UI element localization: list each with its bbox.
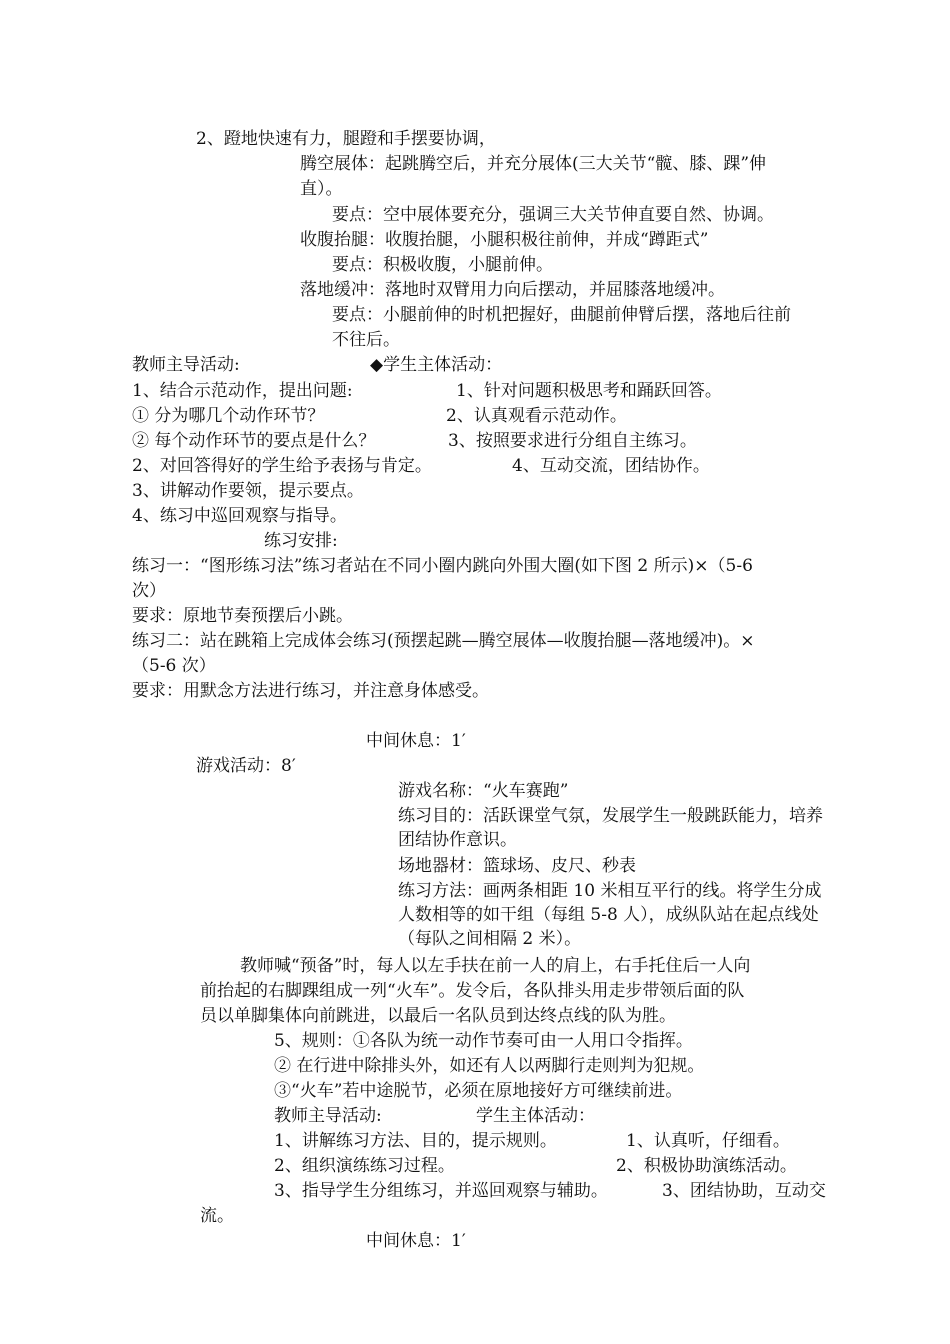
teng-kong-line-2: 直）。 — [300, 179, 343, 199]
teacher-item: 3、讲解动作要领，提示要点。 — [132, 481, 364, 501]
student-item: 1、针对问题积极思考和踊跃回答。 — [456, 381, 722, 401]
game-description: 教师喊“预备”时，每人以左手扶在前一人的肩上，右手托住后一人向 — [240, 956, 751, 976]
kick-line: 2、蹬地快速有力，腿蹬和手摆要协调， — [196, 129, 496, 149]
game-description-cont: 前抬起的右脚踝组成一列“火车”。发令后，各队排头用走步带领后面的队 — [200, 981, 745, 1001]
luo-di-point-2: 不往后。 — [332, 330, 400, 350]
luo-di-line: 落地缓冲：落地时双臂用力向后摆动，并屈膝落地缓冲。 — [300, 280, 725, 300]
exercise-two-cont: （5-6 次） — [132, 656, 216, 676]
exercise-one: 练习一：“图形练习法”练习者站在不同小圈内跳向外围大圈(如下图 2 所示)×（5-6 — [132, 556, 753, 576]
teacher-activities-heading: 教师主导活动: — [274, 1106, 382, 1126]
teng-kong-point: 要点：空中展体要充分，强调三大关节伸直要自然、协调。 — [332, 205, 774, 225]
student-item: 4、互动交流，团结协作。 — [512, 456, 710, 476]
teacher-item: 3、指导学生分组练习，并巡回观察与辅助。 — [274, 1181, 608, 1201]
teacher-item: 2、对回答得好的学生给予表扬与肯定。 — [132, 456, 432, 476]
teacher-item: ① 分为哪几个动作环节？ — [132, 406, 325, 426]
student-activities-heading: ◆学生主体活动： — [370, 355, 503, 375]
student-item: 3、团结协助，互动交 — [662, 1181, 826, 1201]
student-item: 2、认真观看示范动作。 — [446, 406, 627, 426]
game-title: 游戏活动：8′ — [196, 756, 296, 776]
student-activities-heading: 学生主体活动： — [476, 1106, 595, 1126]
shou-fu-point: 要点：积极收腹，小腿前伸。 — [332, 255, 553, 275]
student-item: 2、积极协助演练活动。 — [616, 1156, 797, 1176]
game-purpose: 练习目的：活跃课堂气氛，发展学生一般跳跃能力，培养团结协作意识。 — [398, 806, 823, 850]
student-item: 1、认真听，仔细看。 — [626, 1131, 790, 1151]
teng-kong-line: 腾空展体：起跳腾空后，并充分展体(三大关节“髋、膝、踝”伸 — [300, 154, 767, 174]
luo-di-point: 要点：小腿前伸的时机把握好，曲腿前伸臂后摆，落地后往前 — [332, 305, 791, 325]
shou-fu-line: 收腹抬腿：收腹抬腿，小腿积极往前伸，并成“蹲距式” — [300, 230, 709, 250]
student-item-cont: 流。 — [200, 1206, 234, 1226]
game-description-cont: 员以单脚集体向前跳进，以最后一名队员到达终点线的队为胜。 — [200, 1006, 676, 1026]
break-time: 中间休息：1′ — [366, 1231, 466, 1251]
teacher-activities-heading: 教师主导活动: — [132, 355, 240, 375]
game-method: 练习方法：画两条相距 10 米相互平行的线。将学生分成人数相等的如干组（每组 5-8 人），成纵队站在起点线处（每队之间相隔 2 米）。 — [398, 881, 822, 949]
teacher-item: 1、结合示范动作，提出问题: — [132, 381, 353, 401]
game-equipment: 场地器材：篮球场、皮尺、秒表 — [398, 856, 636, 876]
teacher-item: ② 每个动作环节的要点是什么？ — [132, 431, 376, 451]
game-rule: 5、规则：①各队为统一动作节奏可由一人用口令指挥。 — [274, 1031, 693, 1051]
teacher-item: 4、练习中巡回观察与指导。 — [132, 506, 347, 526]
game-rule: ② 在行进中除排头外，如还有人以两脚行走则判为犯规。 — [274, 1056, 705, 1076]
teacher-item: 1、讲解练习方法、目的，提示规则。 — [274, 1131, 557, 1151]
practice-heading: 练习安排: — [264, 531, 338, 551]
game-name: 游戏名称：“火车赛跑” — [398, 781, 569, 801]
break-time: 中间休息：1′ — [366, 731, 466, 751]
exercise-one-cont: 次） — [132, 581, 166, 601]
game-rule: ③“火车”若中途脱节，必须在原地接好方可继续前进。 — [274, 1081, 683, 1101]
exercise-one-requirement: 要求：原地节奏预摆后小跳。 — [132, 606, 353, 626]
teacher-item: 2、组织演练练习过程。 — [274, 1156, 455, 1176]
student-item: 3、按照要求进行分组自主练习。 — [448, 431, 697, 451]
exercise-two: 练习二：站在跳箱上完成体会练习(预摆起跳—腾空展体—收腹抬腿—落地缓冲)。× — [132, 631, 755, 651]
exercise-two-requirement: 要求：用默念方法进行练习，并注意身体感受。 — [132, 681, 489, 701]
